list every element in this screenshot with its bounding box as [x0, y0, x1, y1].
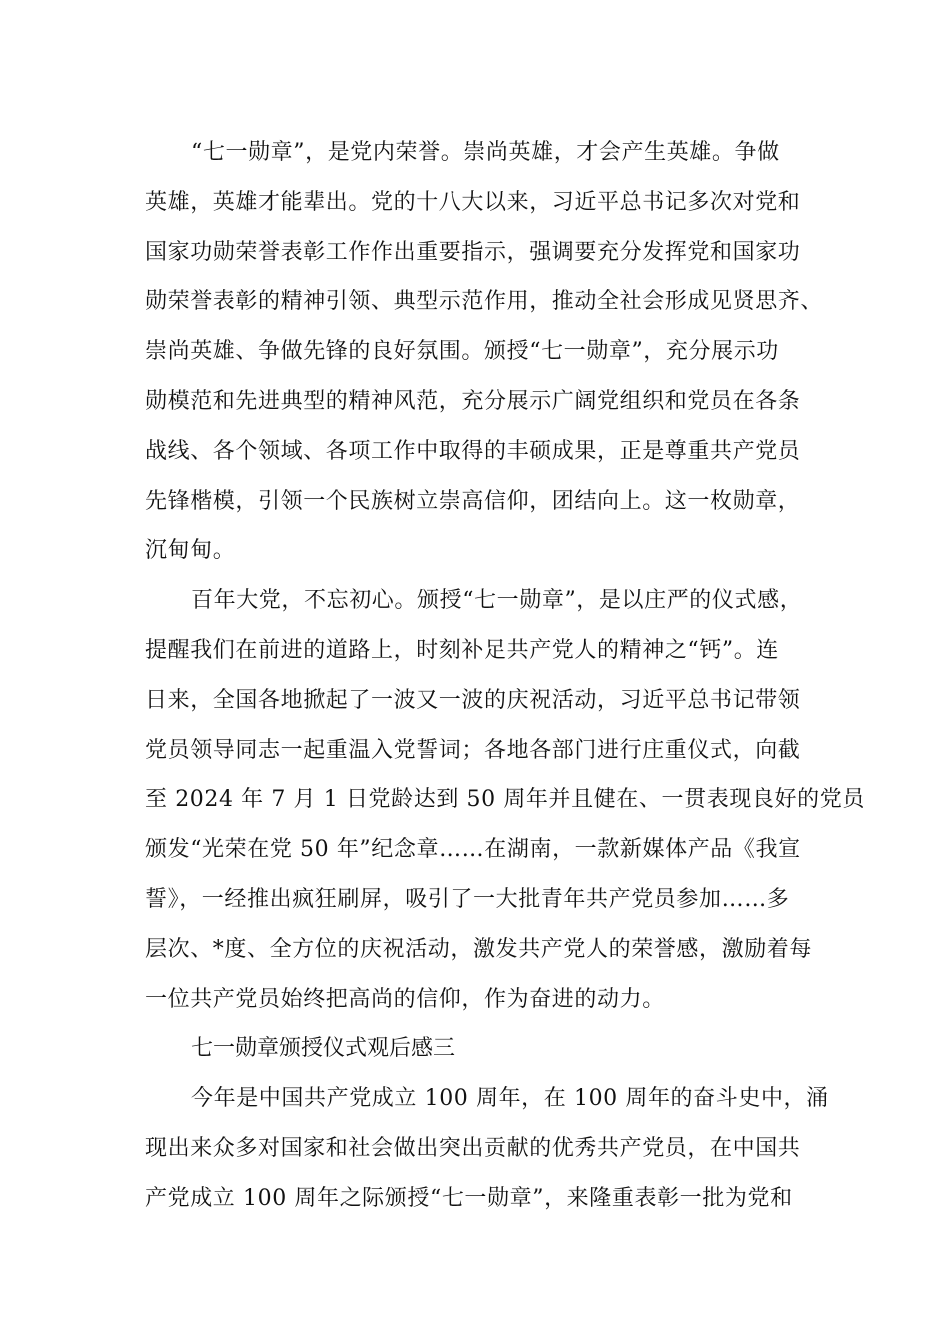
paragraph-line: 至 2024 年 7 月 1 日党龄达到 50 周年并且健在、一贯表现良好的党员	[145, 787, 865, 813]
paragraph-line: 一位共产党员始终把高尚的信仰，作为奋进的动力。	[145, 986, 665, 1012]
paragraph-line: 国家功勋荣誉表彰工作作出重要指示，强调要充分发挥党和国家功	[145, 239, 801, 265]
paragraph-line: 产党成立 100 周年之际颁授“七一勋章”，来隆重表彰一批为党和	[145, 1185, 793, 1211]
paragraph-line: 崇尚英雄、争做先锋的良好氛围。颁授“七一勋章”，充分展示功	[145, 339, 779, 365]
paragraph-2	[145, 576, 865, 1024]
paragraph-line: 英雄，英雄才能辈出。党的十八大以来，习近平总书记多次对党和	[145, 189, 801, 215]
paragraph-line: 党员领导同志一起重温入党誓词；各地各部门进行庄重仪式，向截	[145, 737, 801, 763]
paragraph-3	[145, 1074, 829, 1223]
paragraph-line: 战线、各个领域、各项工作中取得的丰硕成果，正是尊重共产党员	[145, 438, 801, 464]
paragraph-line: 今年是中国共产党成立 100 周年，在 100 周年的奋斗史中，涌	[191, 1086, 829, 1112]
paragraph-line: 层次、*度、全方位的庆祝活动，激发共产党人的荣誉感，激励着每	[145, 936, 813, 962]
paragraph-1	[145, 128, 825, 576]
paragraph-line: 颁发“光荣在党 50 年”纪念章……在湖南，一款新媒体产品《我宣	[145, 837, 801, 863]
paragraph-line: 勋模范和先进典型的精神风范，充分展示广阔党组织和党员在各条	[145, 388, 801, 414]
paragraph-line: 百年大党，不忘初心。颁授“七一勋章”，是以庄严的仪式感，	[191, 588, 803, 614]
paragraph-line: 提醒我们在前进的道路上，时刻补足共产党人的精神之“钙”。连	[145, 637, 779, 663]
paragraph-line: 勋荣誉表彰的精神引领、典型示范作用，推动全社会形成见贤思齐、	[145, 289, 824, 315]
paragraph-line: 誓》，一经推出疯狂刷屏，吸引了一大批青年共产党员参加……多	[145, 886, 790, 912]
paragraph-line: “七一勋章”，是党内荣誉。崇尚英雄，才会产生英雄。争做	[191, 140, 780, 165]
paragraph-line: 日来，全国各地掀起了一波又一波的庆祝活动，习近平总书记带领	[145, 687, 801, 713]
paragraph-line: 沉甸甸。	[145, 538, 236, 564]
paragraph-line: 现出来众多对国家和社会做出突出贡献的优秀共产党员，在中国共	[145, 1135, 801, 1161]
section-heading: 七一勋章颁授仪式观后感三	[191, 1036, 456, 1062]
paragraph-line: 先锋楷模，引领一个民族树立崇高信仰，团结向上。这一枚勋章，	[145, 488, 801, 514]
document-body	[145, 128, 865, 1224]
